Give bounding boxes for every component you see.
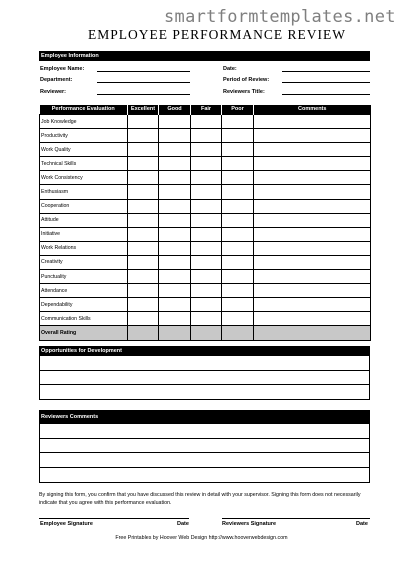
evaluation-row <box>40 227 371 241</box>
good-cell[interactable] <box>159 255 191 269</box>
poor-cell[interactable] <box>222 171 254 185</box>
good-cell[interactable] <box>159 129 191 143</box>
date-label: Date: <box>223 66 237 72</box>
criterion-label: Creativity <box>40 255 128 269</box>
fair-cell[interactable] <box>191 199 222 213</box>
excellent-cell[interactable] <box>128 312 159 326</box>
column-header: Good <box>159 105 191 115</box>
comments-cell[interactable] <box>254 227 371 241</box>
agreement-note: By signing this form, you confirm that you have discussed this review in detail with your supervisor. Signing this form does not necessarily indicate that you agree with this performance evaluation. <box>39 492 361 506</box>
good-cell[interactable] <box>159 227 191 241</box>
evaluation-row <box>40 312 371 326</box>
evaluation-row <box>40 171 371 185</box>
poor-cell[interactable] <box>222 326 254 340</box>
evaluation-row <box>40 157 371 171</box>
evaluation-row <box>40 284 371 298</box>
comments-cell[interactable] <box>254 129 371 143</box>
period-of-review-field[interactable] <box>282 82 370 83</box>
department-field[interactable] <box>97 82 190 83</box>
reviewer-signature-label: Reviewers Signature <box>222 521 277 527</box>
employee-name-field[interactable] <box>97 71 190 72</box>
criterion-label: Technical Skills <box>40 157 128 171</box>
excellent-cell[interactable] <box>128 185 159 199</box>
excellent-cell[interactable] <box>128 270 159 284</box>
poor-cell[interactable] <box>222 115 254 129</box>
employee-date-label: Date <box>177 521 189 527</box>
fair-cell[interactable] <box>191 185 222 199</box>
comments-cell[interactable] <box>254 185 371 199</box>
criterion-label: Punctuality <box>40 270 128 284</box>
poor-cell[interactable] <box>222 255 254 269</box>
evaluation-row <box>40 241 371 255</box>
evaluation-row <box>40 115 371 129</box>
excellent-cell[interactable] <box>128 298 159 312</box>
fair-cell[interactable] <box>191 143 222 157</box>
good-cell[interactable] <box>159 298 191 312</box>
reviewers-title-field[interactable] <box>282 94 370 95</box>
poor-cell[interactable] <box>222 312 254 326</box>
poor-cell[interactable] <box>222 284 254 298</box>
employee-name-label: Employee Name: <box>40 66 85 72</box>
poor-cell[interactable] <box>222 241 254 255</box>
reviewers-title-label: Reviewers Title: <box>223 89 265 95</box>
evaluation-row <box>40 199 371 213</box>
column-header: Performance Evaluation <box>40 105 128 115</box>
reviewer-label: Reviewer: <box>40 89 66 95</box>
comments-cell[interactable] <box>254 312 371 326</box>
writing-line[interactable] <box>40 385 369 400</box>
comments-cell[interactable] <box>254 298 371 312</box>
good-cell[interactable] <box>159 115 191 129</box>
fair-cell[interactable] <box>191 284 222 298</box>
excellent-cell[interactable] <box>128 255 159 269</box>
comments-cell[interactable] <box>254 270 371 284</box>
criterion-label: Initiative <box>40 227 128 241</box>
criterion-label: Attendance <box>40 284 128 298</box>
good-cell[interactable] <box>159 312 191 326</box>
criterion-label: Dependability <box>40 298 128 312</box>
fair-cell[interactable] <box>191 255 222 269</box>
good-cell[interactable] <box>159 326 191 340</box>
comments-cell[interactable] <box>254 157 371 171</box>
comments-cell[interactable] <box>254 255 371 269</box>
reviewer-comments-box[interactable] <box>39 424 370 483</box>
criterion-label: Work Quality <box>40 143 128 157</box>
reviewer-date-label: Date <box>356 521 368 527</box>
fair-cell[interactable] <box>191 227 222 241</box>
poor-cell[interactable] <box>222 213 254 227</box>
comments-cell[interactable] <box>254 326 371 340</box>
column-header: Fair <box>191 105 222 115</box>
criterion-label: Overall Rating <box>40 326 128 340</box>
fair-cell[interactable] <box>191 312 222 326</box>
writing-line[interactable] <box>40 371 369 386</box>
excellent-cell[interactable] <box>128 115 159 129</box>
footer-credit: Free Printables by Hoover Web Design http://www.hooverwebdesign.com <box>115 535 288 541</box>
comments-cell[interactable] <box>254 115 371 129</box>
evaluation-row <box>40 298 371 312</box>
reviewer-signature-field[interactable] <box>222 518 370 519</box>
writing-line[interactable] <box>40 424 369 439</box>
poor-cell[interactable] <box>222 270 254 284</box>
excellent-cell[interactable] <box>128 227 159 241</box>
employee-signature-field[interactable] <box>39 518 189 519</box>
fair-cell[interactable] <box>191 298 222 312</box>
employee-info-header: Employee Information <box>39 51 370 61</box>
excellent-cell[interactable] <box>128 157 159 171</box>
performance-evaluation-table <box>39 105 371 341</box>
column-header: Excellent <box>128 105 159 115</box>
fair-cell[interactable] <box>191 241 222 255</box>
criterion-label: Work Relations <box>40 241 128 255</box>
fair-cell[interactable] <box>191 270 222 284</box>
comments-cell[interactable] <box>254 143 371 157</box>
column-header: Poor <box>222 105 254 115</box>
evaluation-row <box>40 143 371 157</box>
evaluation-row <box>40 270 371 284</box>
department-label: Department: <box>40 77 73 83</box>
evaluation-row <box>40 255 371 269</box>
good-cell[interactable] <box>159 241 191 255</box>
good-cell[interactable] <box>159 199 191 213</box>
excellent-cell[interactable] <box>128 143 159 157</box>
employee-signature-label: Employee Signature <box>40 521 93 527</box>
evaluation-header-row <box>40 105 371 115</box>
writing-line[interactable] <box>40 356 369 371</box>
writing-line[interactable] <box>40 439 369 454</box>
comments-cell[interactable] <box>254 171 371 185</box>
evaluation-row <box>40 129 371 143</box>
poor-cell[interactable] <box>222 185 254 199</box>
criterion-label: Work Consistency <box>40 171 128 185</box>
comments-cell[interactable] <box>254 213 371 227</box>
reviewer-field[interactable] <box>97 94 190 95</box>
fair-cell[interactable] <box>191 129 222 143</box>
criterion-label: Communication Skills <box>40 312 128 326</box>
poor-cell[interactable] <box>222 143 254 157</box>
excellent-cell[interactable] <box>128 171 159 185</box>
comments-cell[interactable] <box>254 284 371 298</box>
fair-cell[interactable] <box>191 326 222 340</box>
column-header: Comments <box>254 105 371 115</box>
poor-cell[interactable] <box>222 227 254 241</box>
good-cell[interactable] <box>159 171 191 185</box>
fair-cell[interactable] <box>191 157 222 171</box>
page-title: EMPLOYEE PERFORMANCE REVIEW <box>88 27 347 42</box>
good-cell[interactable] <box>159 270 191 284</box>
good-cell[interactable] <box>159 143 191 157</box>
poor-cell[interactable] <box>222 298 254 312</box>
comments-cell[interactable] <box>254 199 371 213</box>
reviewer-comments-header: Reviewers Comments <box>39 410 370 424</box>
criterion-label: Job Knowledge <box>40 115 128 129</box>
excellent-cell[interactable] <box>128 241 159 255</box>
criterion-label: Cooperation <box>40 199 128 213</box>
writing-line[interactable] <box>40 468 369 483</box>
good-cell[interactable] <box>159 213 191 227</box>
evaluation-row <box>40 213 371 227</box>
watermark-site-name: smartformtemplates.net <box>164 7 396 27</box>
poor-cell[interactable] <box>222 129 254 143</box>
date-field[interactable] <box>282 71 370 72</box>
criterion-label: Productivity <box>40 129 128 143</box>
comments-cell[interactable] <box>254 241 371 255</box>
criterion-label: Enthusiasm <box>40 185 128 199</box>
opportunities-header: Opportunities for Development <box>39 346 370 356</box>
fair-cell[interactable] <box>191 115 222 129</box>
fair-cell[interactable] <box>191 213 222 227</box>
writing-line[interactable] <box>40 453 369 468</box>
criterion-label: Attitude <box>40 213 128 227</box>
excellent-cell[interactable] <box>128 129 159 143</box>
overall-rating-row <box>40 326 371 340</box>
fair-cell[interactable] <box>191 171 222 185</box>
excellent-cell[interactable] <box>128 284 159 298</box>
good-cell[interactable] <box>159 157 191 171</box>
excellent-cell[interactable] <box>128 213 159 227</box>
evaluation-row <box>40 185 371 199</box>
poor-cell[interactable] <box>222 199 254 213</box>
excellent-cell[interactable] <box>128 326 159 340</box>
poor-cell[interactable] <box>222 157 254 171</box>
opportunities-box[interactable] <box>39 356 370 400</box>
good-cell[interactable] <box>159 185 191 199</box>
good-cell[interactable] <box>159 284 191 298</box>
excellent-cell[interactable] <box>128 199 159 213</box>
period-of-review-label: Period of Review: <box>223 77 270 83</box>
